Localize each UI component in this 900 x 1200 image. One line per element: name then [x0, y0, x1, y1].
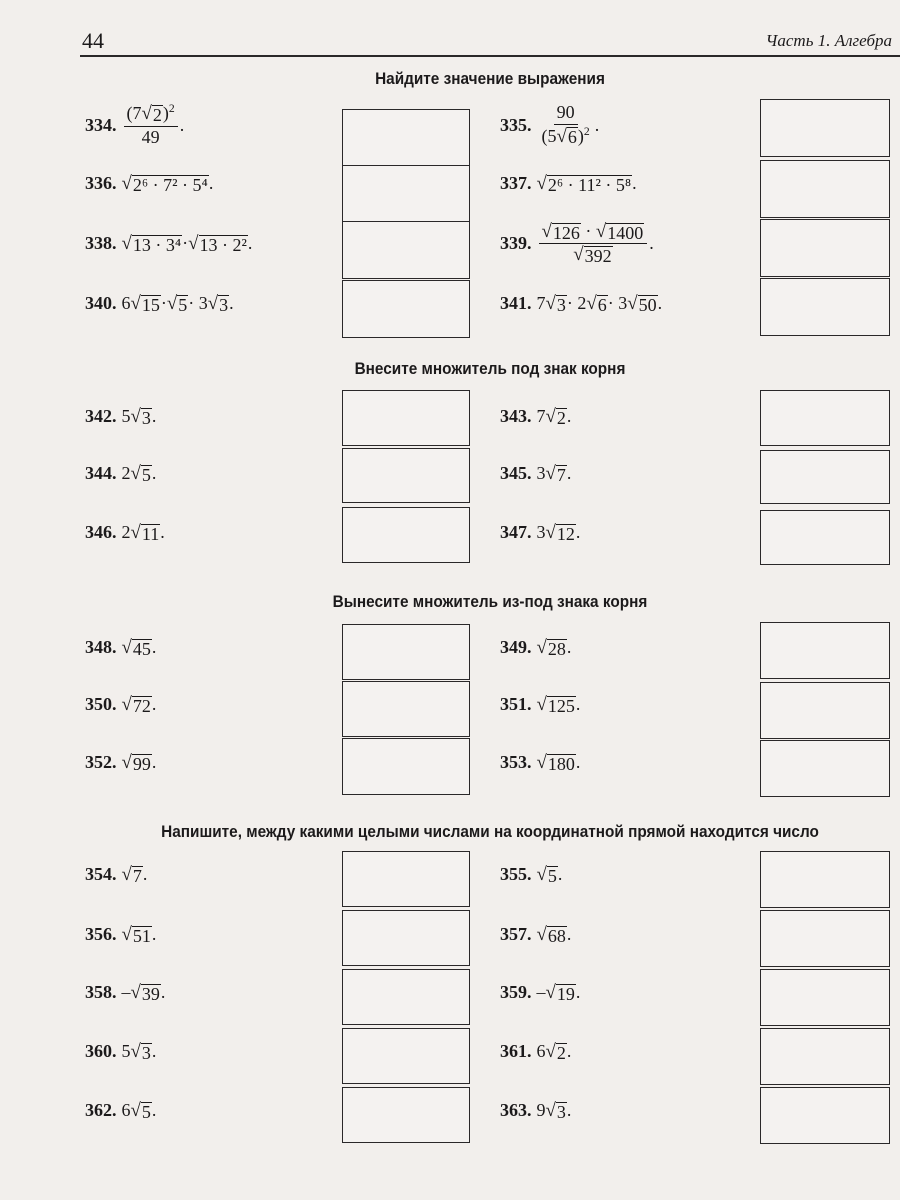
radical-sign-icon: √ — [121, 694, 132, 716]
expr-text: . — [575, 752, 581, 773]
expr-text: (5 — [541, 125, 557, 146]
answer-box[interactable] — [760, 510, 890, 565]
expr-text: . — [151, 463, 157, 484]
radicand: 45 — [132, 638, 151, 659]
exercise-number: 351. — [500, 694, 532, 715]
radical-sign-icon: √ — [207, 293, 219, 315]
exercise-number: 355. — [500, 864, 532, 885]
square-root — [208, 293, 229, 316]
answer-box[interactable] — [342, 280, 470, 338]
radicand: 72 — [132, 695, 151, 716]
exercise-item — [85, 463, 156, 486]
square-root — [537, 752, 576, 775]
expr-text: . — [151, 752, 157, 773]
answer-box[interactable] — [760, 450, 890, 504]
expr-text: 3 — [536, 522, 546, 543]
expr-text: . — [575, 982, 581, 1003]
square-root — [122, 637, 152, 660]
square-root — [586, 293, 607, 316]
exercise-number: 336. — [85, 173, 117, 194]
exercise-item — [85, 406, 156, 429]
exercise-item — [85, 637, 156, 660]
section-heading: Найдите значение выражения — [375, 70, 605, 88]
radicand: 68 — [547, 925, 566, 946]
exercise-item — [500, 924, 571, 947]
answer-box[interactable] — [760, 1087, 890, 1144]
square-root — [546, 1100, 567, 1123]
expr-text: · — [580, 220, 596, 241]
expr-text: 3 — [536, 463, 546, 484]
radical-sign-icon: √ — [545, 982, 556, 1004]
expr-text: . — [151, 1100, 157, 1121]
square-root — [537, 173, 633, 196]
exercise-number: 356. — [85, 924, 117, 945]
exercise-item — [500, 752, 580, 775]
fraction — [539, 221, 648, 268]
running-head: Часть 1. Алгебра — [765, 31, 892, 50]
radicand: 28 — [547, 638, 566, 659]
radical-sign-icon: √ — [130, 463, 141, 485]
radicand: 3 — [556, 1101, 566, 1122]
expr-text: · — [182, 233, 189, 254]
expr-text: ) — [577, 125, 584, 146]
fraction — [539, 102, 593, 148]
radicand: 5 — [141, 464, 151, 485]
square-root — [537, 637, 567, 660]
answer-box[interactable] — [342, 448, 470, 503]
square-root — [167, 293, 188, 316]
radicand: 180 — [547, 753, 575, 774]
exercise-item — [500, 1041, 571, 1064]
radical-sign-icon: √ — [121, 924, 132, 946]
radical-sign-icon: √ — [545, 522, 556, 544]
expr-text: · 3 — [607, 293, 628, 314]
square-root — [122, 752, 152, 775]
square-root — [546, 406, 567, 429]
expr-text: · — [160, 293, 167, 314]
square-root — [537, 864, 558, 887]
answer-box[interactable] — [342, 221, 470, 279]
answer-box[interactable] — [342, 910, 470, 966]
radicand: 39 — [141, 983, 160, 1004]
exercise-number: 347. — [500, 522, 532, 543]
square-root — [131, 1041, 152, 1064]
exercise-item — [500, 406, 571, 429]
square-root — [142, 103, 163, 126]
answer-box[interactable] — [760, 390, 890, 446]
square-root — [546, 522, 576, 545]
exercise-item — [500, 694, 580, 717]
expr-text: . — [566, 1041, 572, 1062]
radicand: 7 — [556, 464, 566, 485]
radicand: 3 — [219, 294, 229, 315]
radical-sign-icon: √ — [130, 982, 141, 1004]
denominator — [570, 244, 615, 267]
expr-text: 5 — [121, 406, 131, 427]
answer-box[interactable] — [342, 507, 470, 563]
radicand: 5 — [547, 865, 557, 886]
answer-box[interactable] — [760, 851, 890, 908]
expr-text: – — [121, 982, 131, 1003]
radicand: 19 — [556, 983, 575, 1004]
square-root — [546, 463, 567, 486]
radicand: 15 — [141, 294, 160, 315]
answer-box[interactable] — [342, 681, 470, 737]
square-root — [122, 694, 152, 717]
section-heading: Напишите, между какими целыми числами на координатной прямой находится число — [161, 823, 819, 841]
answer-box[interactable] — [760, 99, 890, 157]
expr-text: 6 — [121, 293, 131, 314]
radicand: 99 — [132, 753, 151, 774]
exercise-number: 341. — [500, 293, 532, 314]
radicand: 2⁶ · 11² · 5⁸ — [547, 174, 632, 195]
exercise-item — [500, 463, 571, 486]
expr-text: ) — [162, 103, 169, 123]
radicand: 7 — [132, 865, 142, 886]
square-root — [131, 1100, 152, 1123]
square-root — [131, 406, 152, 429]
answer-box[interactable] — [342, 390, 470, 446]
radical-sign-icon: √ — [130, 1100, 141, 1122]
exercise-number: 352. — [85, 752, 117, 773]
radicand: 3 — [556, 294, 566, 315]
exercise-number: 354. — [85, 864, 117, 885]
radical-sign-icon: √ — [556, 125, 567, 147]
answer-box[interactable] — [760, 278, 890, 336]
square-root — [537, 694, 576, 717]
expr-text: · 2 — [566, 293, 587, 314]
square-root — [537, 924, 567, 947]
expr-text: 6 — [121, 1100, 131, 1121]
answer-box[interactable] — [342, 109, 470, 167]
square-root — [546, 1041, 567, 1064]
square-root — [122, 173, 209, 196]
exercise-number: 346. — [85, 522, 117, 543]
expr-text: . — [566, 637, 572, 658]
radicand: 2 — [152, 104, 162, 125]
exercise-number: 353. — [500, 752, 532, 773]
radicand: 6 — [597, 294, 607, 315]
radical-sign-icon: √ — [121, 173, 132, 195]
radicand: 125 — [547, 695, 575, 716]
expr-text: . — [247, 233, 253, 254]
expr-text: · 3 — [188, 293, 208, 314]
header-rule — [80, 55, 900, 57]
exercise-number: 361. — [500, 1041, 532, 1062]
square-root — [188, 233, 248, 256]
square-root — [557, 125, 578, 148]
section-heading: Вынесите множитель из-под знака корня — [332, 593, 648, 611]
expr-text: . — [657, 293, 663, 314]
radicand: 50 — [638, 294, 657, 315]
exercise-item — [85, 982, 165, 1005]
expr-text: . — [566, 1100, 572, 1121]
numerator — [554, 102, 578, 125]
answer-box[interactable] — [760, 219, 890, 277]
answer-box[interactable] — [342, 1028, 470, 1084]
expr-text: . — [566, 463, 572, 484]
expr-text: . — [575, 694, 581, 715]
exercise-item — [85, 102, 184, 148]
denominator — [539, 125, 593, 149]
radical-sign-icon: √ — [536, 694, 547, 716]
expr-text: . — [566, 924, 572, 945]
radical-sign-icon: √ — [130, 522, 141, 544]
exercise-item — [85, 173, 213, 196]
exercise-item — [85, 233, 252, 256]
expr-text: – — [536, 982, 546, 1003]
radical-sign-icon: √ — [536, 173, 547, 195]
radicand: 6 — [567, 127, 577, 148]
exercise-number: 357. — [500, 924, 532, 945]
square-root — [131, 463, 152, 486]
radical-sign-icon: √ — [130, 1041, 141, 1063]
square-root — [122, 864, 143, 887]
answer-box[interactable] — [342, 165, 470, 223]
radical-sign-icon: √ — [121, 752, 132, 774]
exercise-item — [85, 293, 234, 316]
radicand: 3 — [141, 407, 151, 428]
radical-sign-icon: √ — [130, 406, 141, 428]
expr-text: . — [208, 173, 214, 194]
radical-sign-icon: √ — [166, 293, 178, 315]
expr-text: . — [160, 522, 165, 543]
square-root — [546, 293, 567, 316]
expr-text: . — [151, 1041, 157, 1062]
exercise-number: 337. — [500, 173, 532, 194]
square-root — [131, 982, 161, 1005]
expr-text: . — [566, 406, 572, 427]
answer-box[interactable] — [342, 624, 470, 680]
expr-text: . — [649, 233, 654, 254]
radical-sign-icon: √ — [536, 924, 547, 946]
radical-sign-icon: √ — [188, 233, 199, 255]
exercise-number: 345. — [500, 463, 532, 484]
expr-text: 5 — [121, 1041, 131, 1062]
exercise-number: 339. — [500, 233, 532, 254]
answer-box[interactable] — [342, 738, 470, 795]
expr-text: . — [151, 924, 157, 945]
square-root — [122, 924, 152, 947]
exercise-item — [85, 1041, 156, 1064]
radical-sign-icon: √ — [121, 637, 132, 659]
square-root — [542, 221, 581, 244]
expr-text: 7 — [536, 406, 546, 427]
fraction — [124, 102, 178, 148]
exercise-item — [500, 864, 562, 887]
radical-sign-icon: √ — [627, 293, 638, 315]
exercise-item — [500, 522, 580, 545]
expr-text: 49 — [141, 126, 160, 147]
expr-text: . — [179, 114, 185, 135]
exercise-item — [85, 1100, 156, 1123]
expr-text: . — [142, 864, 148, 885]
radicand: 51 — [132, 925, 151, 946]
exercise-number: 340. — [85, 293, 117, 314]
square-root — [131, 522, 161, 545]
exercise-item — [85, 694, 156, 717]
radicand: 3 — [141, 1042, 151, 1063]
page-number: 44 — [82, 28, 104, 53]
answer-box[interactable] — [760, 160, 890, 218]
radical-sign-icon: √ — [121, 233, 132, 255]
radicand: 392 — [584, 246, 612, 267]
exercise-number: 358. — [85, 982, 117, 1003]
exercise-item — [500, 1100, 571, 1123]
exercise-number: 342. — [85, 406, 117, 427]
expr-text: . — [151, 694, 157, 715]
radical-sign-icon: √ — [595, 220, 607, 242]
section-heading: Внесите множитель под знак корня — [354, 360, 626, 378]
exercise-number: 360. — [85, 1041, 117, 1062]
radical-sign-icon: √ — [536, 864, 547, 886]
exercise-number: 348. — [85, 637, 117, 658]
answer-box[interactable] — [760, 682, 890, 739]
expr-text: 9 — [536, 1100, 546, 1121]
exercise-number: 335. — [500, 114, 532, 135]
expr-text: . — [594, 114, 600, 135]
radical-sign-icon: √ — [545, 293, 556, 315]
radical-sign-icon: √ — [545, 1100, 556, 1122]
exercise-number: 359. — [500, 982, 532, 1003]
expr-text: 2 — [121, 463, 131, 484]
radical-sign-icon: √ — [141, 103, 152, 124]
radical-sign-icon: √ — [586, 293, 597, 315]
denominator — [139, 127, 163, 149]
expr-text: . — [575, 522, 581, 543]
radicand: 126 — [552, 222, 580, 243]
expr-text: 2 — [121, 522, 131, 543]
answer-box[interactable] — [342, 1087, 470, 1143]
exercise-item — [500, 221, 654, 268]
square-root — [546, 982, 576, 1005]
expr-text: (7 — [126, 103, 142, 123]
answer-box[interactable] — [760, 1028, 890, 1085]
numerator — [124, 102, 178, 127]
exercise-number: 343. — [500, 406, 532, 427]
expr-text: 6 — [536, 1041, 546, 1062]
expr-text: . — [160, 982, 166, 1003]
exercise-number: 344. — [85, 463, 117, 484]
exercise-number: 362. — [85, 1100, 117, 1121]
radicand: 12 — [556, 523, 575, 544]
answer-box[interactable] — [760, 622, 890, 679]
answer-box[interactable] — [760, 910, 890, 967]
square-root — [122, 233, 183, 256]
radicand: 1400 — [607, 222, 644, 243]
radical-sign-icon: √ — [545, 463, 556, 485]
exercise-item — [500, 102, 599, 148]
exercise-item — [500, 637, 571, 660]
expr-text: . — [229, 293, 234, 314]
exponent: 2 — [168, 102, 175, 115]
radicand: 5 — [178, 294, 188, 315]
radical-sign-icon: √ — [545, 1041, 556, 1063]
radicand: 2⁶ · 7² · 5⁴ — [132, 174, 208, 195]
square-root — [627, 293, 657, 316]
expr-text: 90 — [556, 102, 575, 122]
radical-sign-icon: √ — [541, 220, 552, 242]
exercise-item — [500, 173, 637, 196]
radical-sign-icon: √ — [121, 864, 132, 886]
radicand: 11 — [141, 523, 160, 544]
radical-sign-icon: √ — [545, 406, 556, 428]
exercise-number: 334. — [85, 114, 117, 135]
radical-sign-icon: √ — [536, 752, 547, 774]
exercise-item — [85, 924, 156, 947]
expr-text: . — [151, 406, 157, 427]
expr-text: 7 — [536, 293, 546, 314]
radical-sign-icon: √ — [536, 637, 547, 659]
exercise-item — [500, 982, 580, 1005]
radicand: 13 · 3⁴ — [132, 234, 182, 255]
square-root — [573, 244, 612, 267]
square-root — [131, 293, 161, 316]
exercise-number: 349. — [500, 637, 532, 658]
exercise-number: 350. — [85, 694, 117, 715]
answer-box[interactable] — [760, 969, 890, 1026]
expr-text: . — [557, 864, 563, 885]
exercise-item — [500, 293, 662, 316]
radicand: 13 · 2² — [199, 234, 247, 255]
square-root — [596, 221, 644, 244]
expr-text: . — [632, 173, 637, 194]
answer-box[interactable] — [342, 851, 470, 907]
radicand: 2 — [556, 407, 566, 428]
exercise-item — [85, 522, 165, 545]
radical-sign-icon: √ — [130, 293, 141, 315]
radical-sign-icon: √ — [573, 244, 584, 266]
radicand: 2 — [556, 1042, 566, 1063]
numerator — [539, 221, 648, 245]
radicand: 5 — [141, 1101, 151, 1122]
exercise-number: 363. — [500, 1100, 532, 1121]
exercise-number: 338. — [85, 233, 117, 254]
answer-box[interactable] — [760, 740, 890, 797]
exercise-item — [85, 752, 156, 775]
exercise-item — [85, 864, 147, 887]
answer-box[interactable] — [342, 969, 470, 1025]
exponent: 2 — [583, 124, 590, 138]
expr-text: . — [151, 637, 157, 658]
